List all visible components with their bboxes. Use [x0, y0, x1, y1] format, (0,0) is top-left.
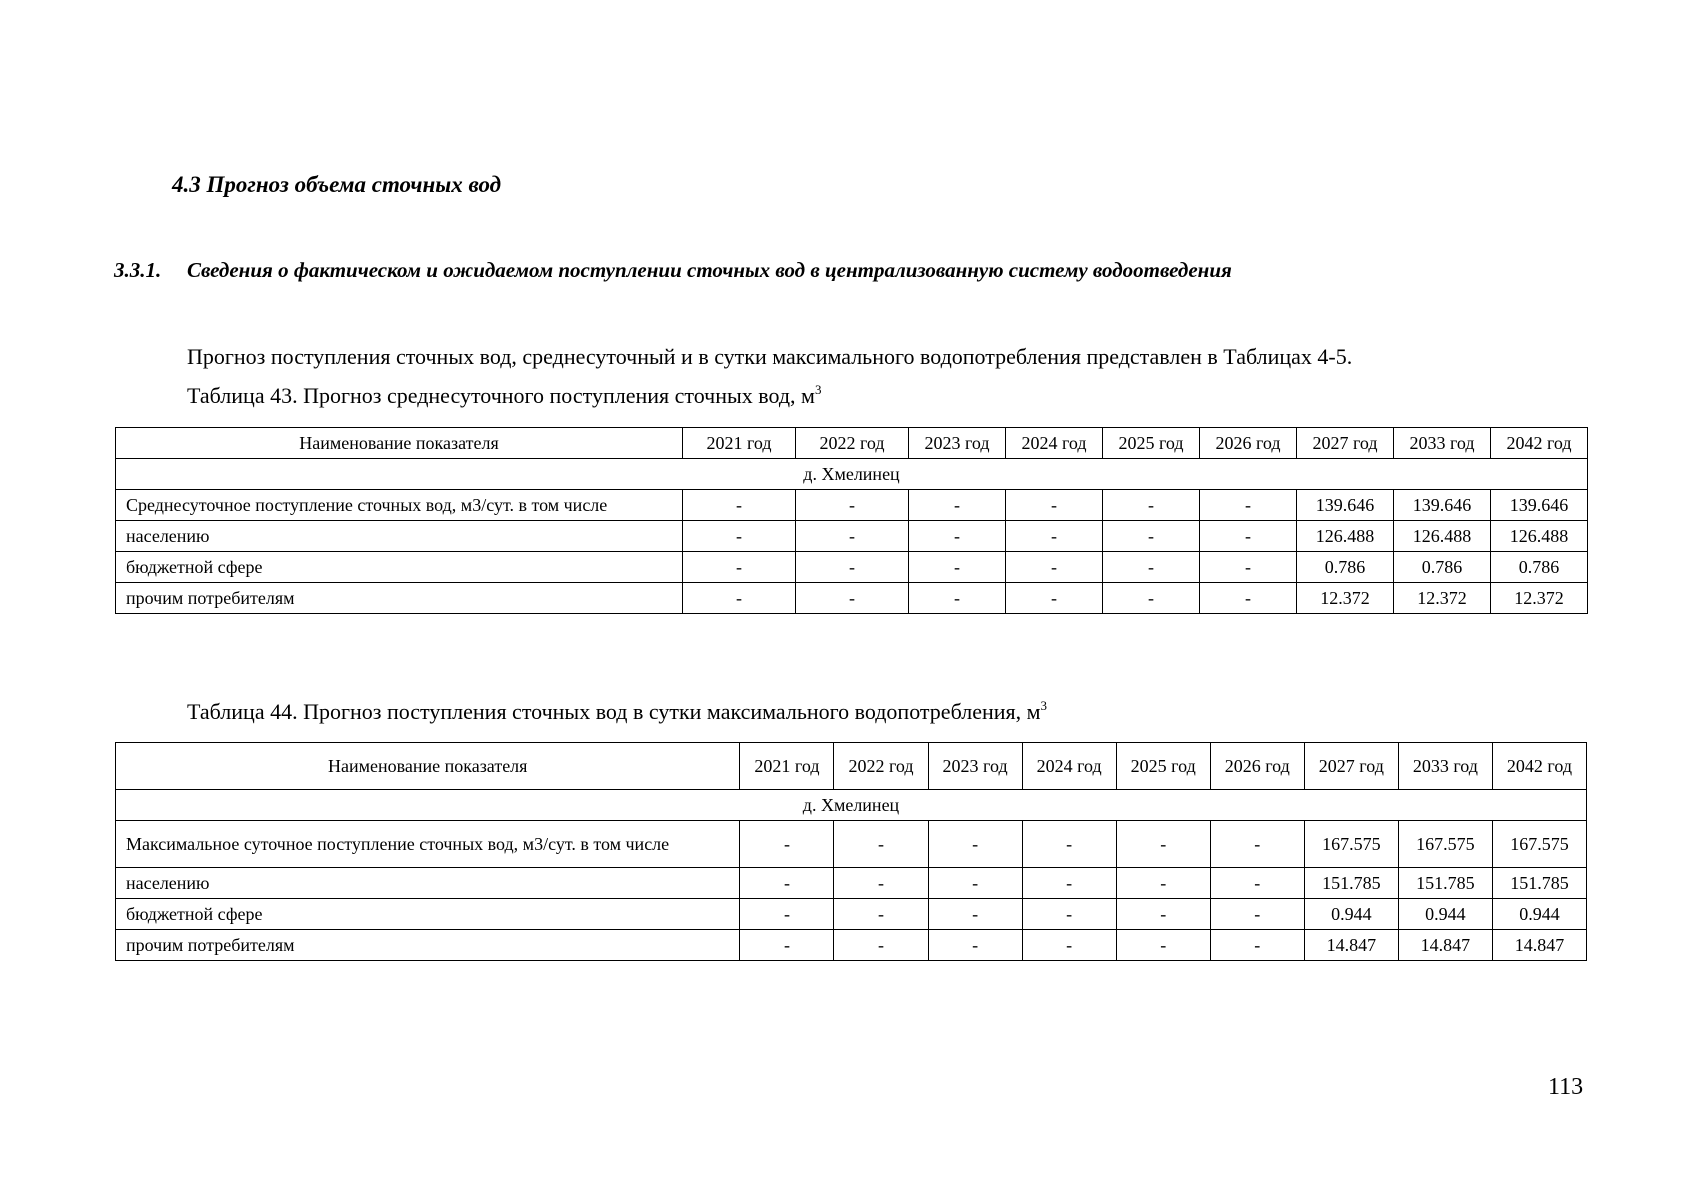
value-cell: 167.575 [1492, 821, 1586, 868]
value-cell: 167.575 [1398, 821, 1492, 868]
value-cell: 139.646 [1394, 490, 1491, 521]
value-cell: 0.944 [1492, 899, 1586, 930]
value-cell: - [1200, 552, 1297, 583]
value-cell: - [1200, 583, 1297, 614]
value-cell: - [1022, 899, 1116, 930]
row-label-cell: прочим потребителям [116, 930, 740, 961]
value-cell: - [1006, 583, 1103, 614]
header-cell-year: 2021 год [683, 428, 796, 459]
value-cell: 12.372 [1394, 583, 1491, 614]
value-cell: - [1103, 490, 1200, 521]
table43-caption [187, 382, 821, 409]
table44 [115, 742, 1587, 961]
value-cell: 126.488 [1297, 521, 1394, 552]
value-cell: - [909, 521, 1006, 552]
section-cell: д. Хмелинец [116, 790, 1587, 821]
value-cell: 14.847 [1304, 930, 1398, 961]
header-cell-year: 2023 год [909, 428, 1006, 459]
value-cell: - [796, 521, 909, 552]
value-cell: - [1103, 552, 1200, 583]
value-cell: - [1116, 821, 1210, 868]
table-row [116, 490, 1588, 521]
table-header-row [116, 428, 1588, 459]
value-cell: 151.785 [1492, 868, 1586, 899]
value-cell: - [740, 899, 834, 930]
value-cell: 126.488 [1491, 521, 1588, 552]
value-cell: - [834, 868, 928, 899]
header-cell-year: 2024 год [1022, 743, 1116, 790]
value-cell: - [1116, 930, 1210, 961]
value-cell: - [928, 899, 1022, 930]
table-header-row [116, 743, 1587, 790]
value-cell: - [1116, 868, 1210, 899]
table-section-row [116, 459, 1588, 490]
row-label-cell: населению [116, 868, 740, 899]
table-row [116, 583, 1588, 614]
value-cell: 139.646 [1297, 490, 1394, 521]
value-cell: - [1006, 490, 1103, 521]
header-cell-year: 2025 год [1116, 743, 1210, 790]
row-label-cell: Максимальное суточное поступление сточных вод, м3/сут. в том числе [116, 821, 740, 868]
value-cell: - [928, 821, 1022, 868]
value-cell: 0.786 [1394, 552, 1491, 583]
header-cell-year: 2022 год [796, 428, 909, 459]
row-label-cell: прочим потребителям [116, 583, 683, 614]
value-cell: 14.847 [1492, 930, 1586, 961]
value-cell: - [1006, 521, 1103, 552]
value-cell: 0.786 [1297, 552, 1394, 583]
subsection-title: Сведения о фактическом и ожидаемом поступлении сточных вод в централизованную систему водоотведения [187, 258, 1232, 282]
value-cell: 167.575 [1304, 821, 1398, 868]
value-cell: 0.944 [1398, 899, 1492, 930]
value-cell: - [909, 552, 1006, 583]
row-label-cell: бюджетной сфере [116, 552, 683, 583]
header-cell-name: Наименование показателя [116, 743, 740, 790]
value-cell: 126.488 [1394, 521, 1491, 552]
table-row [116, 930, 1587, 961]
value-cell: - [928, 868, 1022, 899]
header-cell-year: 2025 год [1103, 428, 1200, 459]
value-cell: - [1200, 490, 1297, 521]
value-cell: - [740, 868, 834, 899]
value-cell: 12.372 [1297, 583, 1394, 614]
table44-caption [187, 698, 1047, 725]
value-cell: 0.786 [1491, 552, 1588, 583]
table-row [116, 821, 1587, 868]
value-cell: - [1210, 930, 1304, 961]
subsection-heading [114, 258, 1232, 283]
value-cell: 12.372 [1491, 583, 1588, 614]
section-cell: д. Хмелинец [116, 459, 1588, 490]
intro-paragraph: Прогноз поступления сточных вод, среднесуточный и в сутки максимального водопотребления представлен в Таблицах 4-5. [187, 344, 1353, 369]
value-cell: - [1022, 930, 1116, 961]
value-cell: - [683, 521, 796, 552]
header-cell-year: 2026 год [1200, 428, 1297, 459]
value-cell: - [834, 821, 928, 868]
table43-caption-sup: 3 [814, 382, 822, 397]
value-cell: 0.944 [1304, 899, 1398, 930]
value-cell: - [796, 490, 909, 521]
value-cell: - [796, 583, 909, 614]
value-cell: - [834, 899, 928, 930]
value-cell: - [683, 490, 796, 521]
header-cell-year: 2027 год [1297, 428, 1394, 459]
value-cell: - [796, 552, 909, 583]
value-cell: - [928, 930, 1022, 961]
value-cell: - [740, 821, 834, 868]
table44-caption-text: Таблица 44. Прогноз поступления сточных вод в сутки максимального водопотребления, м [187, 699, 1041, 724]
value-cell: 151.785 [1398, 868, 1492, 899]
subsection-number: 3.3.1. [114, 258, 162, 282]
value-cell: - [1022, 868, 1116, 899]
header-cell-year: 2042 год [1491, 428, 1588, 459]
value-cell: - [683, 583, 796, 614]
header-cell-year: 2033 год [1394, 428, 1491, 459]
row-label-cell: Среднесуточное поступление сточных вод, м3/сут. в том числе [116, 490, 683, 521]
header-cell-year: 2024 год [1006, 428, 1103, 459]
table-section-row [116, 790, 1587, 821]
section-heading: 4.3 Прогноз объема сточных вод [172, 172, 502, 197]
table-row [116, 552, 1588, 583]
value-cell: - [740, 930, 834, 961]
value-cell: - [1210, 899, 1304, 930]
value-cell: - [1022, 821, 1116, 868]
header-cell-year: 2026 год [1210, 743, 1304, 790]
value-cell: - [1103, 583, 1200, 614]
value-cell: - [834, 930, 928, 961]
header-cell-year: 2027 год [1304, 743, 1398, 790]
table43 [115, 427, 1588, 614]
table43-caption-text: Таблица 43. Прогноз среднесуточного поступления сточных вод, м [187, 383, 815, 408]
table-row [116, 868, 1587, 899]
row-label-cell: населению [116, 521, 683, 552]
header-cell-year: 2021 год [740, 743, 834, 790]
table44-caption-sup: 3 [1040, 698, 1048, 713]
header-cell-year: 2022 год [834, 743, 928, 790]
table-row [116, 521, 1588, 552]
value-cell: - [683, 552, 796, 583]
header-cell-year: 2023 год [928, 743, 1022, 790]
value-cell: - [909, 490, 1006, 521]
page-number: 113 [1548, 1074, 1584, 1100]
value-cell: 14.847 [1398, 930, 1492, 961]
value-cell: - [1103, 521, 1200, 552]
row-label-cell: бюджетной сфере [116, 899, 740, 930]
header-cell-year: 2033 год [1398, 743, 1492, 790]
value-cell: - [1210, 868, 1304, 899]
table-row [116, 899, 1587, 930]
header-cell-name: Наименование показателя [116, 428, 683, 459]
value-cell: - [1200, 521, 1297, 552]
header-cell-year: 2042 год [1492, 743, 1586, 790]
value-cell: - [1006, 552, 1103, 583]
value-cell: - [909, 583, 1006, 614]
value-cell: 139.646 [1491, 490, 1588, 521]
value-cell: 151.785 [1304, 868, 1398, 899]
value-cell: - [1116, 899, 1210, 930]
value-cell: - [1210, 821, 1304, 868]
